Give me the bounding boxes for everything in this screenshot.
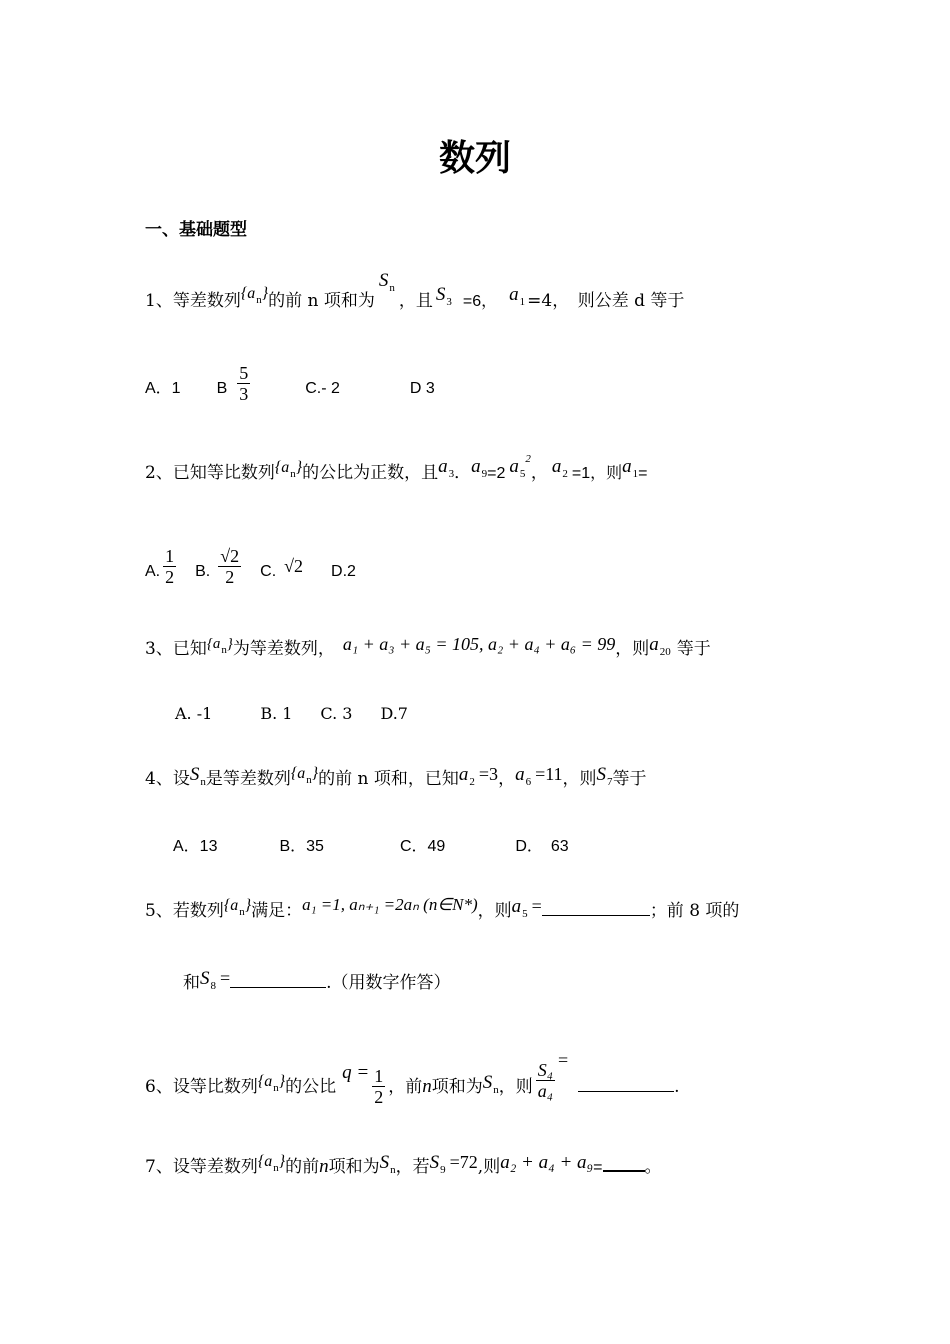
q1-text-1: 等差数列 bbox=[172, 291, 241, 311]
q5-eq: = bbox=[531, 896, 542, 916]
q6-text-4: 项和为 bbox=[431, 1077, 483, 1097]
q1-text-4: =6， bbox=[462, 293, 498, 310]
q2-number: 2、 bbox=[145, 463, 173, 483]
q1-S3: $S_3$ bbox=[435, 284, 452, 308]
q2-comma: ， bbox=[530, 463, 548, 483]
q5-text-3: ，则 bbox=[477, 901, 512, 921]
question-5-cont bbox=[183, 968, 451, 994]
q3-option-b: B. 1 bbox=[260, 704, 293, 723]
q3-text-4: 等于 bbox=[676, 639, 711, 659]
q1-text-5: =4， 则公差 d 等于 bbox=[527, 291, 685, 311]
question-4 bbox=[145, 764, 647, 790]
q4-value-1: =3 bbox=[478, 764, 499, 784]
q3-text-3: ，则 bbox=[615, 639, 650, 659]
q5-text-5: 和 bbox=[183, 973, 200, 993]
q6-text-6: . bbox=[674, 1077, 680, 1097]
q7-text-4: ，若 bbox=[395, 1157, 430, 1177]
q7-text-5: ,则 bbox=[477, 1157, 501, 1177]
q6-text-3: ，前 bbox=[388, 1077, 423, 1097]
q5-a5: $a_5$ bbox=[511, 896, 528, 920]
question-6 bbox=[145, 1050, 680, 1117]
q6-text-1: 设等比数列 bbox=[172, 1077, 258, 1097]
question-7 bbox=[145, 1152, 662, 1178]
q1-Sn: $S_n$ bbox=[378, 270, 395, 294]
q4-option-d: D． 63 bbox=[515, 838, 569, 855]
q6-number: 6、 bbox=[145, 1077, 173, 1097]
q7-blank[interactable] bbox=[603, 1170, 645, 1172]
q3-formula: a₁ + a₃ + a₅ = 105, a₂ + a₄ + a₆ = 99 bbox=[342, 634, 616, 654]
q1-option-b-fraction: $\frac{5}{3}$ bbox=[239, 363, 249, 404]
q1-option-d: D 3 bbox=[409, 380, 435, 397]
q6-blank[interactable] bbox=[578, 1090, 674, 1092]
q4-comma: ， bbox=[498, 769, 516, 789]
q2-option-d: D.2 bbox=[331, 563, 356, 580]
q2-a2: $a_2$ bbox=[551, 456, 568, 480]
q5-text-1: 若数列 bbox=[172, 901, 224, 921]
q2-option-a-fraction: $\frac{1}{2}$ bbox=[165, 546, 175, 587]
q3-option-d: D.7 bbox=[380, 704, 408, 723]
q1-options bbox=[145, 363, 435, 418]
q6-Sn: $S_n$ bbox=[482, 1072, 499, 1096]
q5-text-6: .（用数字作答） bbox=[326, 973, 451, 993]
q1-option-a: A．1 bbox=[145, 380, 181, 397]
q4-a6: $a_6$ bbox=[515, 764, 532, 788]
q5-text-2: 满足： bbox=[251, 901, 303, 921]
q3-option-c: C. 3 bbox=[320, 704, 353, 723]
q7-value: =72 bbox=[449, 1152, 478, 1172]
q3-options bbox=[175, 704, 408, 723]
q2-text-1: 已知等比数列 bbox=[172, 463, 275, 483]
q4-value-2: =11 bbox=[535, 764, 563, 784]
q2-a9: $a_9$ bbox=[471, 456, 488, 480]
q3-text-1: 已知 bbox=[172, 639, 207, 659]
q3-an: $\{a_n\}$ bbox=[206, 636, 233, 656]
q4-text-5: 等于 bbox=[612, 769, 647, 789]
q2-a5: $a_5^2$ bbox=[509, 453, 531, 480]
q2-an: $\{a_n\}$ bbox=[274, 459, 303, 480]
q4-an: $\{a_n\}$ bbox=[290, 765, 319, 786]
q4-text-2: 是等差数列 bbox=[205, 769, 291, 789]
q1-number: 1、 bbox=[145, 291, 173, 311]
q1-a1: $a_1$ bbox=[509, 284, 526, 308]
q7-text-3: 项和为 bbox=[328, 1157, 380, 1177]
section-heading: 一、基础题型 bbox=[145, 220, 247, 240]
q5-eq-2: = bbox=[220, 968, 231, 988]
q6-text-2: 的公比 bbox=[285, 1077, 337, 1097]
q7-number: 7、 bbox=[145, 1157, 173, 1177]
q1-option-b: B bbox=[216, 380, 228, 397]
q7-S9: $S_9$ bbox=[429, 1152, 446, 1176]
q4-options bbox=[173, 833, 569, 856]
q6-q-fraction: $\frac{1}{2}$ bbox=[374, 1066, 384, 1107]
q4-text-3: 的前 n 项和，已知 bbox=[318, 769, 459, 789]
q6-n: n bbox=[422, 1076, 432, 1097]
q2-option-b-fraction: $\frac{√2}{2}$ bbox=[220, 546, 240, 587]
page-title: 数列 bbox=[438, 138, 511, 179]
q1-option-c: C.- 2 bbox=[305, 380, 340, 397]
q4-S7: $S_7$ bbox=[596, 764, 613, 788]
q2-a1: $a_1$ bbox=[622, 456, 639, 480]
question-2 bbox=[145, 453, 648, 484]
q3-number: 3、 bbox=[145, 639, 173, 659]
q5-text-4: ；前 8 项的 bbox=[649, 901, 740, 921]
q6-ratio-fraction: $\frac{\text{S₄}}{\text{a₄}}$ bbox=[537, 1060, 553, 1101]
q4-option-c: C．49 bbox=[399, 838, 446, 855]
q7-an: $\{a_n\}$ bbox=[257, 1153, 286, 1174]
question-1 bbox=[145, 270, 685, 312]
q4-text-1: 设 bbox=[172, 769, 190, 789]
q4-a2: $a_2$ bbox=[458, 764, 475, 788]
q1-text-3: ，且 bbox=[398, 291, 433, 311]
q6-text-5: ，则 bbox=[498, 1077, 533, 1097]
q7-Sn: $S_n$ bbox=[379, 1152, 396, 1176]
q7-text-2: 的前 bbox=[285, 1157, 320, 1177]
q2-option-c: C. bbox=[260, 563, 277, 580]
q4-option-a: A．13 bbox=[173, 838, 218, 855]
question-3 bbox=[145, 634, 711, 660]
q5-an: $\{a_n\}$ bbox=[223, 897, 252, 918]
q2-eq: =2 bbox=[487, 465, 506, 482]
q7-text-1: 设等差数列 bbox=[172, 1157, 258, 1177]
q2-text-2: 的公比为正数，且 bbox=[302, 463, 439, 483]
q3-text-2: 为等差数列， bbox=[232, 639, 335, 659]
q2-option-a: A. bbox=[145, 563, 161, 580]
q5-formula: a₁ =1, aₙ₊₁ =2aₙ (n∈N*) bbox=[302, 895, 478, 914]
q6-eq: = bbox=[557, 1050, 569, 1070]
q2-option-b: B. bbox=[195, 563, 211, 580]
q4-text-4: ，则 bbox=[562, 769, 597, 789]
q2-text-3: =1，则 bbox=[571, 465, 623, 482]
q5-S8: $S_8$ bbox=[200, 968, 216, 992]
q4-option-b: B．35 bbox=[279, 838, 324, 855]
q3-option-a: A. -1 bbox=[175, 704, 213, 723]
question-5 bbox=[145, 896, 739, 922]
q2-text-4: = bbox=[638, 465, 648, 482]
q5-number: 5、 bbox=[145, 901, 173, 921]
q2-dot: ． bbox=[454, 463, 472, 483]
q1-an: $\{a_n\}$ bbox=[240, 285, 269, 306]
q7-n: n bbox=[319, 1156, 329, 1177]
q5-blank-2[interactable] bbox=[230, 986, 326, 988]
q4-number: 4、 bbox=[145, 769, 173, 789]
q2-option-c-value: √2 bbox=[284, 556, 304, 576]
q2-options bbox=[145, 546, 356, 601]
q5-blank-1[interactable] bbox=[542, 914, 650, 916]
q6-q: q = bbox=[342, 1062, 370, 1083]
q1-text-2: 的前 n 项和为 bbox=[268, 291, 375, 311]
q7-text-7: 。 bbox=[644, 1157, 662, 1177]
q6-an: $\{a_n\}$ bbox=[257, 1073, 286, 1094]
q4-Sn: $S_n$ bbox=[189, 764, 206, 788]
q7-expression: a₂ + a₄ + a₉ bbox=[500, 1152, 594, 1173]
q7-eq: = bbox=[593, 1159, 603, 1176]
q2-a3: $a_3$ bbox=[438, 456, 455, 480]
q3-a20: $a_{20}$ bbox=[649, 634, 671, 658]
